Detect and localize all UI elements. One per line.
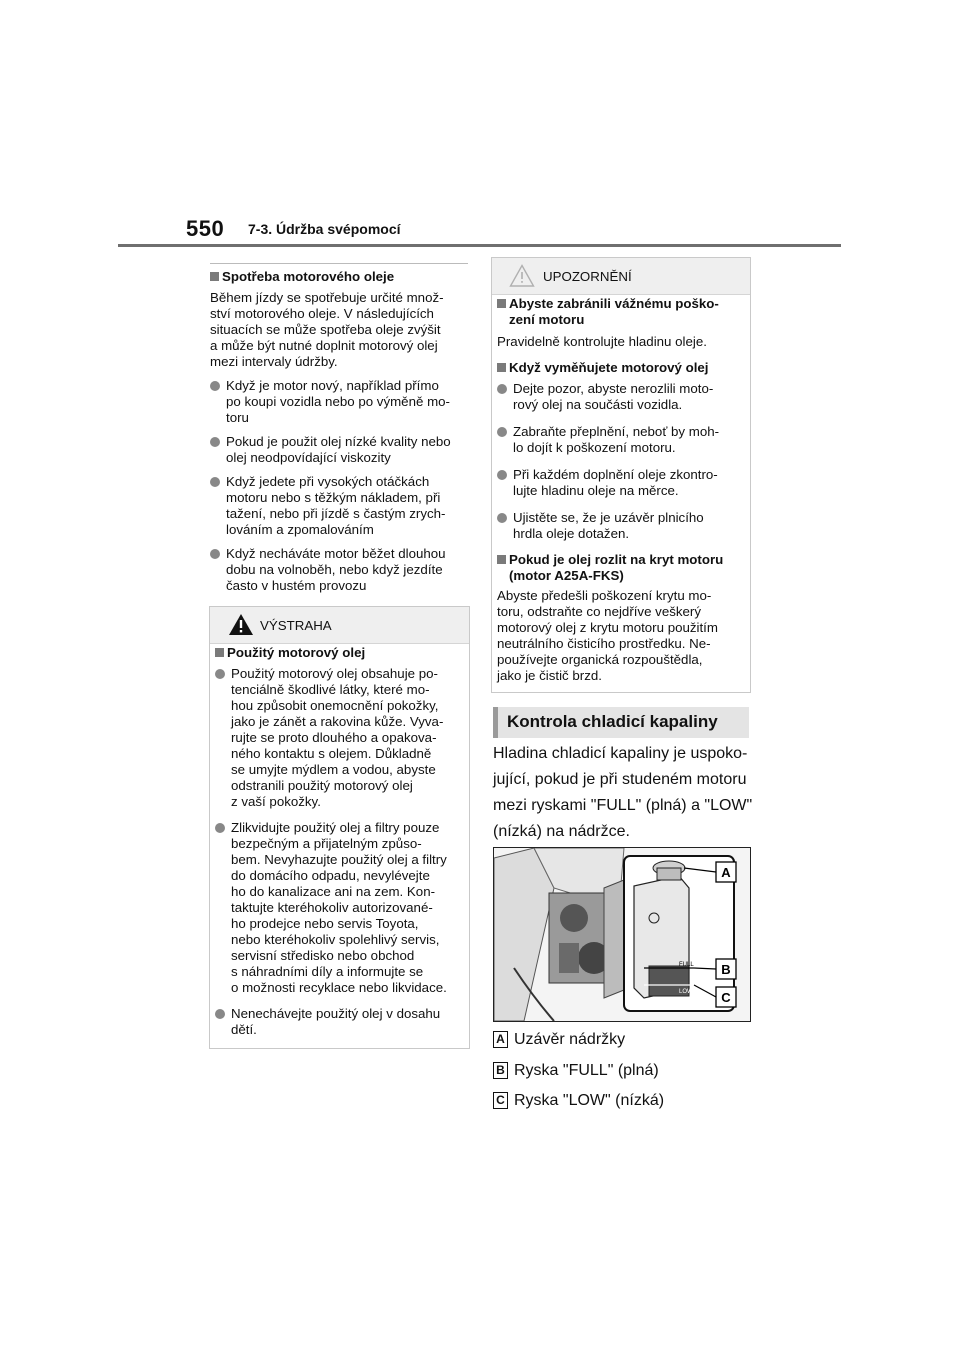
legend-key-c: C	[493, 1092, 508, 1109]
header-rule	[118, 244, 841, 247]
low-mark-label: LOW	[679, 989, 693, 995]
engine-bay-drawing	[494, 848, 750, 1021]
spilled-oil-heading: Pokud je olej rozlit na kryt motoru	[497, 552, 749, 568]
square-bullet-icon	[497, 299, 506, 308]
square-bullet-icon	[215, 648, 224, 657]
list-item: Dejte pozor, abyste nerozlili moto- rový olej na součásti vozidla.	[497, 381, 749, 413]
svg-text:C: C	[721, 990, 731, 1005]
bullet-dot-icon	[210, 477, 220, 487]
bullet-dot-icon	[215, 823, 225, 833]
spilled-oil-text: Abyste předešli poškození krytu mo- toru, odstraňte co nejdříve veškerý motorový olej z krytu motoru použitím neutrálního čisticího prostředku. Ne- používejte organická rozpouštědla, jako je čistič brzd.	[497, 588, 718, 683]
warning-box	[209, 606, 470, 1049]
list-item: Pokud je použit olej nízké kvality nebo olej neodpovídající viskozity	[210, 434, 470, 466]
left-top-rule	[210, 263, 468, 264]
bullet-dot-icon	[215, 669, 225, 679]
engine-damage-heading-cont: zení motoru	[509, 312, 585, 327]
bullet-dot-icon	[497, 384, 507, 394]
warning-title: VÝSTRAHA	[260, 618, 332, 633]
caution-triangle-icon	[509, 264, 535, 287]
square-bullet-icon	[497, 363, 506, 372]
caution-title: UPOZORNĚNÍ	[543, 269, 632, 284]
list-item: Při každém doplnění oleje zkontro- lujte hladinu oleje na měrce.	[497, 467, 749, 499]
legend-label-a: Uzávěr nádržky	[514, 1031, 626, 1048]
spilled-oil-heading-cont: (motor A25A-FKS)	[509, 568, 624, 583]
legend-item-b	[493, 1062, 659, 1080]
caution-box	[491, 257, 751, 693]
list-item: Ujistěte se, že je uzávěr plnicího hrdla oleje dotažen.	[497, 510, 749, 542]
bullet-dot-icon	[210, 437, 220, 447]
list-item: Zabraňte přeplnění, neboť by moh- lo dojít k poškození motoru.	[497, 424, 749, 456]
list-item: Zlikvidujte použitý olej a filtry pouze bezpečným a přijatelným způso- bem. Nevyhazujte použitý olej a filtry do domácího odpadu, nevylévejte ho do kanalizace ani na zem. Kon- taktujte kteréhokoliv autorizované- ho prodejce nebo servis Toyota, nebo kteréhokoliv spolehlivý servis, servisní středisko nebo obchod s náhradními díly a informujte se o možnosti recyklace nebo likvidace.	[215, 820, 467, 996]
legend-key-a: A	[493, 1031, 508, 1048]
bullet-dot-icon	[497, 513, 507, 523]
page-number: 550	[186, 216, 225, 241]
svg-text:A: A	[721, 865, 731, 880]
legend-label-b: Ryska "FULL" (plná)	[514, 1062, 659, 1079]
list-item: Když necháváte motor běžet dlouhou dobu na volnoběh, nebo když jezdíte často v hustém provozu	[210, 546, 470, 594]
warning-triangle-icon	[228, 613, 254, 636]
oil-change-heading: Když vyměňujete motorový olej	[497, 360, 749, 376]
full-mark-label: FULL	[679, 962, 694, 968]
coolant-section-title: Kontrola chladicí kapaliny	[507, 712, 718, 731]
list-item: Když je motor nový, například přímo po koupi vozidla nebo po výměně mo- toru	[210, 378, 470, 426]
bullet-dot-icon	[210, 549, 220, 559]
used-oil-heading: Použitý motorový olej	[215, 645, 467, 661]
engine-damage-text: Pravidelně kontrolujte hladinu oleje.	[497, 334, 707, 349]
bullet-dot-icon	[497, 427, 507, 437]
bullet-dot-icon	[210, 381, 220, 391]
engine-bay-illustration	[493, 847, 751, 1022]
svg-text:B: B	[721, 962, 731, 977]
engine-damage-heading: Abyste zabránili vážnému poško-	[497, 296, 749, 312]
square-bullet-icon	[210, 272, 219, 281]
title-accent	[493, 707, 498, 738]
list-item: Nenechávejte použitý olej v dosahu dětí.	[215, 1006, 467, 1038]
oil-consumption-intro: Během jízdy se spotřebuje určité množ- ství motorového oleje. V následujících situacích se může spotřeba oleje zvýšit a může být nutné doplnit motorový olej mezi intervaly údržby.	[210, 290, 444, 369]
coolant-section-title-bar	[493, 707, 749, 738]
section-title: 7-3. Údržba svépomocí	[248, 221, 401, 237]
legend-item-c	[493, 1092, 664, 1110]
legend-label-c: Ryska "LOW" (nízká)	[514, 1092, 665, 1109]
list-item: Použitý motorový olej obsahuje po- tenciálně škodlivé látky, které mo- hou způsobit onemocnění pokožky, jako je zánět a rakovina kůže. Vyva- rujte se proto dlouhého a opakova- ného kontaktu s olejem. Důkladně se umyjte mýdlem a vodou, abyste odstranili použitý motorový olej z vaší pokožky.	[215, 666, 467, 810]
warning-content	[215, 645, 467, 1038]
square-bullet-icon	[497, 555, 506, 564]
legend-item-a	[493, 1031, 625, 1049]
legend-key-b: B	[493, 1062, 508, 1079]
oil-consumption-section	[210, 269, 470, 594]
coolant-description: Hladina chladicí kapaliny je uspoko- jující, pokud je při studeném motoru mezi ryskami "FULL" (plná) a "LOW" (nízká) na nádržce.	[493, 745, 753, 840]
oil-consumption-heading: Spotřeba motorového oleje	[210, 269, 470, 285]
bullet-dot-icon	[497, 470, 507, 480]
caution-content	[497, 296, 749, 684]
list-item: Když jedete při vysokých otáčkách motoru nebo s těžkým nákladem, při tažení, nebo při jízdě s častým zrych- lováním a zpomalováním	[210, 474, 470, 538]
caution-box-header	[492, 258, 750, 295]
warning-box-header	[210, 607, 469, 644]
bullet-dot-icon	[215, 1009, 225, 1019]
